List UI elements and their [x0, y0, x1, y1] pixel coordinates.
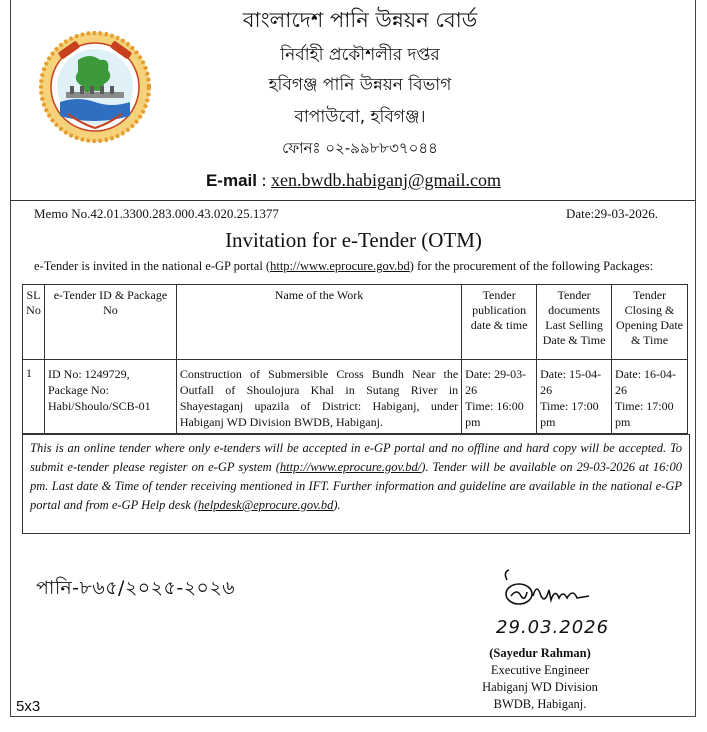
memo-number: Memo No.42.01.3300.283.000.43.020.25.1377: [34, 206, 279, 221]
signature-image: [497, 566, 597, 616]
table-header-row: [23, 285, 688, 360]
header-work: Name of the Work: [176, 285, 461, 360]
header-sl: SL No: [23, 285, 45, 360]
reference-number: পানি-৮৬৫/২০২৫-২০২৬: [36, 577, 236, 599]
pub-date: Date: 29-03-26: [465, 367, 527, 397]
tender-table: [22, 284, 688, 434]
corner-note: 5x3: [16, 698, 41, 715]
address: বাপাউবো, হবিগঞ্জ।: [294, 107, 426, 127]
close-time: Time: 17:00 pm: [615, 399, 674, 429]
eprocure-link[interactable]: http://www.eprocure.gov.bd: [270, 259, 410, 273]
header-publication: Tender publication date & time: [462, 285, 537, 360]
header-selling: Tender documents Last Selling Date & Time: [537, 285, 612, 360]
close-date: Date: 16-04-26: [615, 367, 677, 397]
package-label: Package No:: [47, 383, 109, 397]
cell-sl: 1: [23, 360, 45, 434]
signatory-division: Habiganj WD Division: [482, 680, 598, 694]
org-name: বাংলাদেশ পানি উন্নয়ন বোর্ড: [242, 8, 478, 32]
header-divider: [10, 200, 695, 201]
bwdb-logo: [38, 30, 152, 144]
note-part-3: ).: [333, 498, 341, 512]
signature-date: 29.03.2026: [496, 617, 610, 638]
egp-link[interactable]: http://www.eprocure.gov.bd/: [279, 460, 422, 474]
cell-publication: [462, 360, 537, 434]
intro-before: e-Tender is invited in the national e-GP portal (: [34, 259, 271, 273]
tender-note: [22, 434, 690, 534]
phone: ফোনঃ ০২-৯৯৮৮৩৭০৪৪: [282, 139, 438, 157]
signature-block: [440, 645, 640, 713]
header-closing: Tender Closing & Opening Date & Time: [612, 285, 688, 360]
signatory-designation: Executive Engineer: [490, 663, 590, 677]
cell-closing: [612, 360, 688, 434]
pub-time: Time: 16:00 pm: [465, 399, 524, 429]
email-address[interactable]: xen.bwdb.habiganj@gmail.com: [271, 170, 502, 190]
note-part-2: ). Tender will be available on 29-03-2026 at 16:00 pm. Last date & Time of tender receiving mentioned in IFT. Further information and guideline are available in the national e-GP portal and from e-GP Help desk (: [30, 460, 682, 512]
sell-date: Date: 15-04-26: [540, 367, 602, 397]
division-name: হবিগঞ্জ পানি উন্নয়ন বিভাগ: [268, 75, 452, 95]
memo-date: Date:29-03-2026.: [566, 206, 659, 221]
intro-after: ) for the procurement of the following Packages:: [409, 259, 654, 273]
signatory-name: (Sayedur Rahman): [489, 646, 591, 660]
cell-work: Construction of Submersible Cross Bundh Near the Outfall of Shoulojura Khal in Sutang River in Shayestaganj upazila of District: Habiganj, under Habiganj WD Division BWDB, Habiganj.: [176, 360, 461, 434]
page-title: Invitation for e-Tender (OTM): [225, 228, 482, 252]
intro-text: [34, 259, 653, 274]
package-number: Habi/Shoulo/SCB-01: [47, 399, 151, 413]
id-number: ID No: 1249729,: [47, 367, 130, 381]
cell-id: [44, 360, 176, 434]
helpdesk-link[interactable]: helpdesk@eprocure.gov.bd: [198, 498, 334, 512]
header-id: e-Tender ID & Package No: [44, 285, 176, 360]
email-row: [0, 170, 707, 191]
email-separator: :: [256, 170, 271, 190]
sell-time: Time: 17:00 pm: [540, 399, 599, 429]
table-row: [23, 360, 688, 434]
note-part-1: This is an online tender where only e-tenders will be accepted in e-GP portal and no offline and hard copy will be accepted. To submit e-tender please register on e-GP system (: [30, 441, 682, 474]
office-name: নির্বাহী প্রকৌশলীর দপ্তর: [280, 45, 440, 65]
cell-selling: [537, 360, 612, 434]
page-bottom-border: [10, 716, 695, 717]
signatory-office: BWDB, Habiganj.: [493, 697, 587, 711]
email-label: E-mail: [205, 171, 257, 190]
